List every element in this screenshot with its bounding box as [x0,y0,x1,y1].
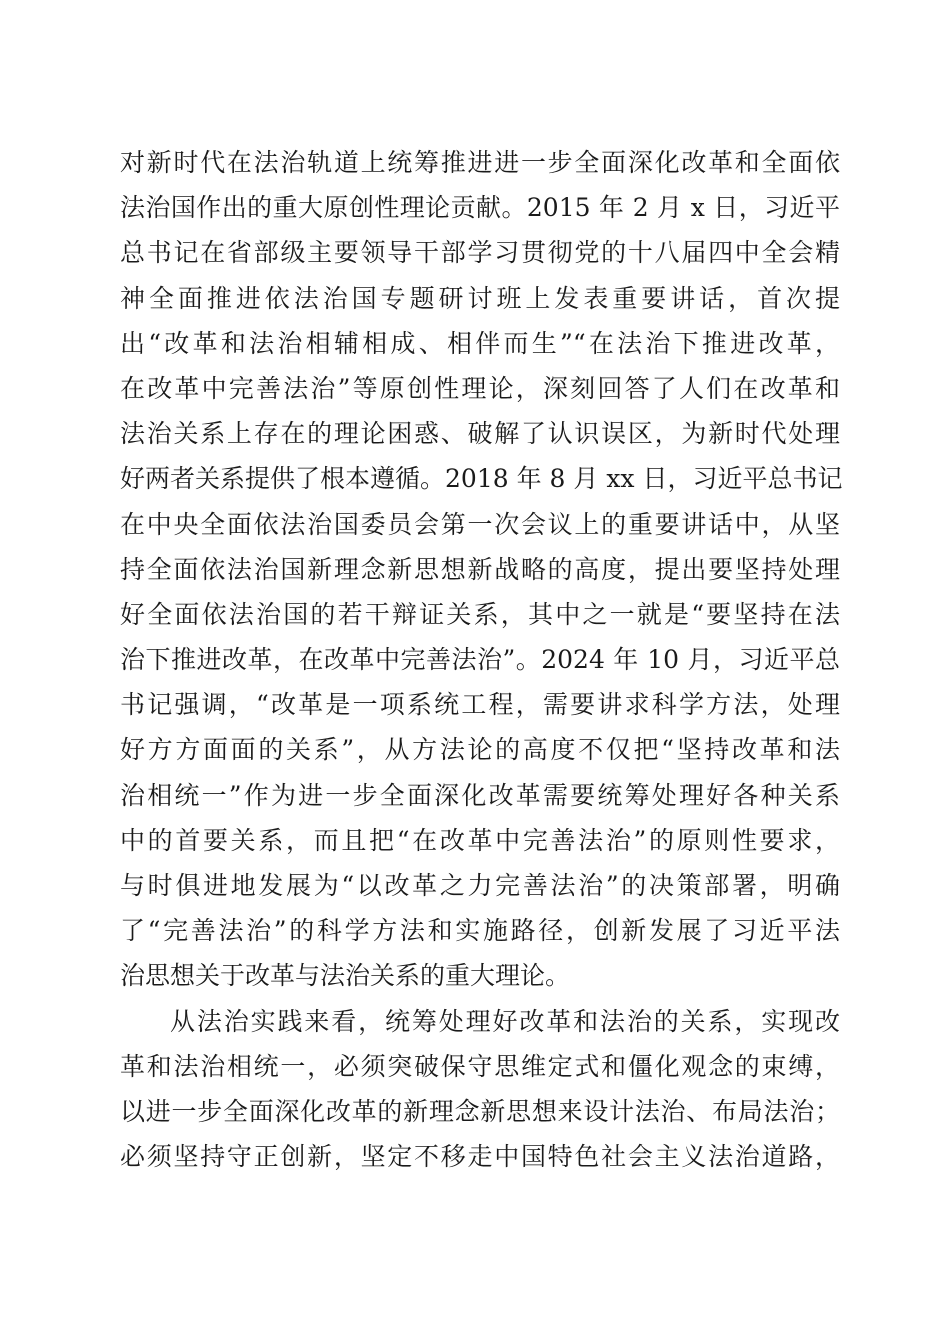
text-line: 持全面依法治国新理念新思想新战略的高度，提出要坚持处理 [120,554,840,584]
text-line: 对新时代在法治轨道上统筹推进进一步全面深化改革和全面依 [120,148,840,177]
text-line: 中的首要关系，而且把“在改革中完善法治”的原则性要求， [120,825,840,855]
text-line: 必须坚持守正创新，坚定不移走中国特色社会主义法治道路， [120,1142,840,1172]
paragraph-1 [120,140,843,999]
paragraph-2 [120,999,840,1180]
text-line: 书记强调，“改革是一项系统工程，需要讲求科学方法，处理 [120,690,840,720]
text-line: 治相统一”作为进一步全面深化改革需要统筹处理好各种关系 [120,780,840,810]
text-line: 好方方面面的关系”，从方法论的高度不仅把“坚持改革和法 [120,735,840,765]
text-line: 从法治实践来看，统筹处理好改革和法治的关系，实现改 [170,1006,840,1036]
text-line: 在中央全面依法治国委员会第一次会议上的重要讲话中，从坚 [120,509,840,539]
text-line: 法治国作出的重大原创性理论贡献。2015 年 2 月 x 日，习近平 [120,193,840,223]
text-line: 以进一步全面深化改革的新理念新思想来设计法治、布局法治； [120,1096,840,1126]
text-line: 总书记在省部级主要领导干部学习贯彻党的十八届四中全会精 [120,238,840,268]
text-line: 出“改革和法治相辅相成、相伴而生”“在法治下推进改革， [120,328,840,358]
text-line: 治思想关于改革与法治关系的重大理论。 [120,961,571,991]
text-line: 法治关系上存在的理论困惑、破解了认识误区，为新时代处理 [120,419,840,449]
body-text [120,140,843,1179]
text-line: 好全面依法治国的若干辩证关系，其中之一就是“要坚持在法 [120,599,840,629]
text-line: 革和法治相统一，必须突破保守思维定式和僵化观念的束缚， [120,1051,840,1081]
text-line: 在改革中完善法治”等原创性理论，深刻回答了人们在改革和 [120,373,840,403]
text-line: 了“完善法治”的科学方法和实施路径，创新发展了习近平法 [120,916,840,946]
text-line: 治下推进改革，在改革中完善法治”。2024 年 10 月，习近平总 [120,645,840,675]
text-line: 好两者关系提供了根本遵循。2018 年 8 月 xx 日，习近平总书记 [120,464,843,494]
text-line: 与时俱进地发展为“以改革之力完善法治”的决策部署，明确 [120,871,840,900]
text-line: 神全面推进依法治国专题研讨班上发表重要讲话，首次提 [120,283,840,313]
